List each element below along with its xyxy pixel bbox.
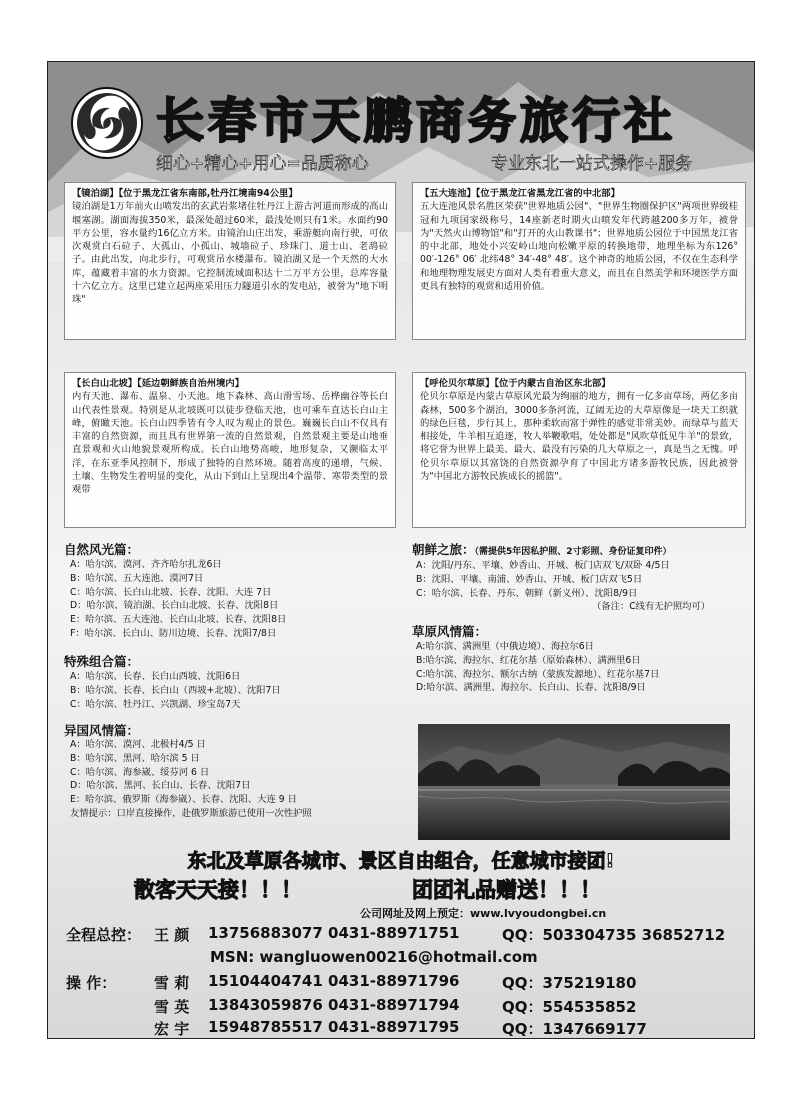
list-item: B：沈阳、平壤、南浦、妙香山、开城、板门店双飞5日	[416, 573, 643, 585]
korea-remark: （备注：C线有无护照均可）	[592, 601, 711, 613]
company-logo-icon	[70, 86, 144, 160]
routes-special-list	[70, 670, 281, 711]
list-item: A：哈尔滨、漠河、齐齐哈尔扎龙6日	[70, 559, 222, 570]
routes-foreign-list	[70, 738, 312, 821]
list-item: A：沈阳/丹东、平壤、妙香山、开城、板门店双飞/双卧 4/5日	[416, 560, 670, 571]
manager-phone: 13756883077 0431-88971751	[208, 924, 460, 942]
banner-headline: 东北及草原各城市、景区自由组合，任意城市接团!	[187, 850, 615, 872]
lake-photo	[418, 724, 730, 840]
slogan-left: 细心+精心+用心=品质称心	[156, 154, 369, 174]
routes-special-title: 特殊组合篇：	[64, 654, 140, 669]
list-item: C：哈尔滨、长白山北坡、长春、沈阳、大连 7日	[70, 586, 272, 598]
operator-phone: 15948785517 0431-88971795	[208, 1018, 460, 1036]
list-item: A：哈尔滨、漠河、北极村4/5 日	[70, 739, 206, 750]
operator-qq: QQ：554535852	[502, 998, 637, 1016]
list-item: E：哈尔滨、俄罗斯（海参崴）、长春、沈阳、大连 9 日	[70, 794, 297, 806]
website-link[interactable]: 公司网址及网上预定：www.lvyoudongbei.cn	[360, 907, 607, 920]
operator-name: 雪 英	[154, 998, 190, 1016]
operator-phone: 13843059876 0431-88971794	[208, 996, 460, 1014]
list-item: C：哈尔滨、长春、丹东、朝鲜（新义州）、沈阳8/9日	[416, 587, 638, 599]
slogan-right: 专业东北一站式操作+服务	[491, 154, 693, 174]
korea-title-text: 朝鲜之旅：	[412, 542, 475, 557]
msn-address: MSN: wangluowen00216@hotmail.com	[210, 948, 538, 966]
list-item: D：哈尔滨、黑河、长白山、长春、沈阳7日	[70, 780, 251, 792]
list-item: B：哈尔滨、长春、长白山（西坡+北坡）、沈阳7日	[70, 684, 281, 696]
operator-name: 宏 宇	[154, 1020, 190, 1038]
feature-box-jingpohu	[64, 182, 396, 340]
operator-label: 操 作：	[66, 974, 117, 992]
list-item: C：哈尔滨、海参崴、绥芬河 6 日	[70, 766, 210, 778]
banner-slogan-b: 团团礼品赠送！！！	[412, 878, 601, 902]
list-item: C：哈尔滨、牡丹江、兴凯湖、珍宝岛7天	[70, 698, 241, 710]
operator-qq: QQ：375219180	[502, 974, 637, 992]
routes-korea-title	[412, 540, 672, 558]
routes-natural-list	[70, 558, 286, 641]
feature-box-hulunbuir	[412, 372, 746, 528]
feature-heading: 【呼伦贝尔草原】【位于内蒙古自治区东北部】	[420, 378, 611, 389]
list-item: D:哈尔滨、满洲里、海拉尔、长白山、长春、沈阳8/9日	[416, 682, 646, 694]
list-item: D：哈尔滨、镜泊湖、长白山北坡、长春、沈阳8日	[70, 600, 279, 612]
list-item: B:哈尔滨、海拉尔、红花尔基（原始森林）、满洲里6日	[416, 654, 641, 666]
routes-grassland-list	[416, 640, 659, 695]
manager-label: 全程总控：	[66, 926, 142, 944]
manager-qq: QQ：503304735 36852712	[502, 926, 726, 944]
operator-phone: 15104404741 0431-88971796	[208, 972, 460, 990]
list-item: C:哈尔滨、海拉尔、额尔古纳（蒙族发源地）、红花尔基7日	[416, 668, 660, 680]
routes-grassland-title: 草原风情篇：	[412, 624, 488, 639]
list-item: A:哈尔滨、满洲里（中俄边境）、海拉尔6日	[416, 641, 594, 652]
poster	[47, 61, 755, 1039]
manager-name: 王 颜	[154, 926, 190, 944]
list-item: E：哈尔滨、五大连池、长白山北坡、长春、沈阳8日	[70, 614, 287, 626]
feature-body: 镜泊湖是1万年前火山喷发出的玄武岩浆堵住牡丹江上游古河道而形成的高山堰塞湖。湖面海拔350米，最深处超过60米，最浅处则只有1米。水面约90平方公里，容水量约16亿立方米。由镜泊山庄出发，乘游艇向南行驶，可依次观赏白石砬子、大孤山、小孤山、城墙砬子、珍珠门、道士山、老鸹砬子。由此出发，向北步行，可观赏吊水楼瀑布。镜泊湖又是一个天然的大水库，蕴藏着丰富的水力资源。它控制流域面积达十二万平方公里，总库容量十六亿立方。这里已建立起两座采用压力隧道引水的发电站，被誉为"地下明珠"	[72, 201, 388, 306]
feature-heading: 【长白山北坡】【延边朝鲜族自治州境内】	[72, 378, 244, 389]
feature-box-wudalianchi	[412, 182, 746, 340]
list-item: B：哈尔滨、五大连池、漠河7日	[70, 572, 204, 584]
agency-title: 长春市天鹏商务旅行社	[156, 93, 677, 149]
feature-heading: 【镜泊湖】【位于黑龙江省东南部,牡丹江境南94公里】	[72, 188, 298, 199]
list-item: B：哈尔滨、黑河、哈尔滨 5 日	[70, 752, 200, 764]
feature-heading: 【五大连池】【位于黑龙江省黑龙江省的中北部】	[420, 188, 620, 199]
feature-body: 五大连池风景名胜区荣获"世界地质公园"、"世界生物圈保护区"两项世界级桂冠和九项国家级称号，14座新老时期火山喷发年代跨越200多万年，被誉为"天然火山博物馆"和"打开的火山教课书"；世界地质公园位于中国黑龙江省的中北部，地处小兴安岭山地向松嫩平原的转换地带，地理坐标为东126° 00′-126° 06′ 北纬48° 34′-48° 48′。这个神奇的地质公园，不仅在生态科学和地理物理发展史方面对人类有着重大意义，而且在自然美学和环境医学方面更具有独特的观赏和适用价值。	[420, 201, 738, 293]
banner-slogan-a: 散客天天接！！！	[134, 878, 302, 902]
feature-box-changbaishan	[64, 372, 396, 528]
feature-body: 内有天池、瀑布、温泉、小天池。地下森林、高山滑雪场、岳桦幽谷等长白山代表性景观。特别是从北坡既可以徒步登临天池，也可乘车直达长白山主峰，俯瞰天池。长白山四季皆有令人叹为观止的景色。巍巍长白山不仅具有丰富的自然资源，而且具有世界第一流的自然景观，自然景观主要是山地垂直景观和火山地貌景观所构成。长白山地势高峻，地形复杂，又濒临太平洋，在东亚季风控制下，形成了独特的自然环境。随着高度的递增，气候、土壤、生物发生着明显的变化，从山下到山上呈现出4个温带、寒带类型的景观带	[72, 391, 388, 496]
operator-qq: QQ：1347669177	[502, 1020, 647, 1038]
list-item: F：哈尔滨、长白山、防川边境、长春、沈阳7/8日	[70, 627, 277, 639]
list-item: A：哈尔滨、长春、长白山西坡、沈阳6日	[70, 671, 241, 682]
feature-body: 伦贝尔草原是内蒙古草原风光最为绚丽的地方，拥有一亿多亩草场，两亿多亩森林，500多个湖泊，3000多条河流，辽阔无边的大草原像是一块天工织就的绿色巨毯，步行其上，那种柔软而富于弹性的感觉非常美妙。而绿草与蓝天相接处，牛羊相互追逐，牧人举鞭歌唱，处处都是"风吹草低见牛羊"的景致，将它誉为世界上最美、最大、最没有污染的几大草原之一，真是当之无愧。呼伦贝尔草原以其富饶的自然资源孕育了中国北方诸多游牧民族，因此被誉为"中国北方游牧民族成长的摇篮"。	[420, 391, 738, 483]
routes-natural-title: 自然风光篇：	[64, 542, 140, 557]
routes-korea-list	[416, 559, 710, 614]
korea-note: （需提供5年因私护照、2寸彩照、身份证复印件）	[474, 547, 672, 557]
operator-name: 雪 莉	[154, 974, 190, 992]
foreign-note: 友情提示：口岸直接操作，赴俄罗斯旅游已使用一次性护照	[70, 807, 312, 819]
routes-foreign-title: 异国风情篇：	[64, 723, 140, 738]
